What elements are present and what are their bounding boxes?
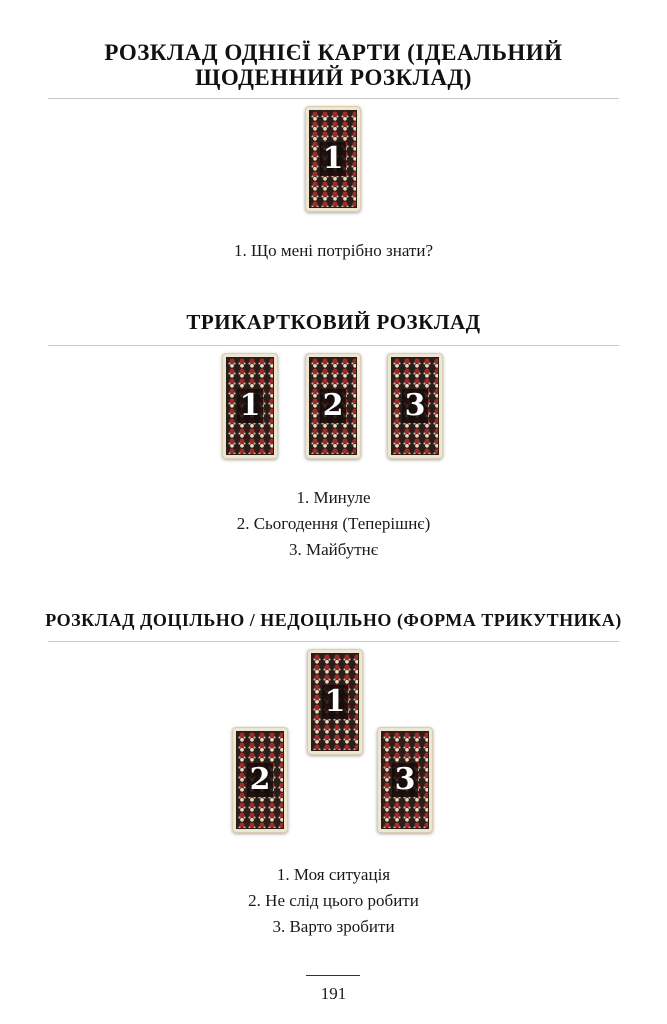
card-back-pattern [226, 357, 274, 455]
tarot-card [222, 353, 278, 459]
card-back-pattern [236, 731, 284, 829]
section-title-triangle: РОЗКЛАД ДОЦІЛЬНО / НЕДОЦІЛЬНО (ФОРМА ТРИКУТНИКА) [45, 610, 622, 630]
section-divider [48, 98, 619, 99]
section-divider [48, 345, 619, 346]
tarot-card [305, 106, 361, 212]
tarot-card [377, 727, 433, 833]
card-position-number: 1 [322, 685, 349, 719]
list-item: 1. Моя ситуація [276, 865, 391, 884]
card-back-pattern [391, 357, 439, 455]
card-position-number: 2 [320, 389, 347, 423]
list-item: 2. Не слід цього робити [248, 891, 419, 910]
position-list [0, 862, 667, 940]
list-item: 1. Минуле [296, 488, 371, 507]
card-back-pattern [311, 653, 359, 751]
list-item: 2. Сьогодення (Теперішнє) [236, 514, 431, 533]
card-position-number: 1 [320, 142, 347, 176]
section-divider [48, 641, 619, 642]
tarot-card [387, 353, 443, 459]
section-title-single-card: РОЗКЛАД ОДНІЄЇ КАРТИ (ІДЕАЛЬНИЙ ЩОДЕННИЙ РОЗКЛАД) [104, 40, 563, 90]
list-item: 1. Що мені потрібно знати? [234, 241, 433, 260]
position-list [0, 238, 667, 264]
card-position-number: 2 [247, 763, 274, 797]
card-position-number: 1 [237, 389, 264, 423]
card-back-pattern [381, 731, 429, 829]
tarot-card [232, 727, 288, 833]
footer-divider [306, 975, 360, 976]
list-item: 3. Варто зробити [272, 917, 395, 936]
list-item: 3. Майбутнє [288, 540, 379, 559]
page-number: 191 [320, 984, 347, 1003]
tarot-card [307, 649, 363, 755]
card-back-pattern [309, 110, 357, 208]
card-position-number: 3 [392, 763, 419, 797]
tarot-card [305, 353, 361, 459]
card-back-pattern [309, 357, 357, 455]
position-list [0, 485, 667, 563]
section-title-three-card: ТРИКАРТКОВИЙ РОЗКЛАД [186, 310, 481, 334]
card-position-number: 3 [402, 389, 429, 423]
